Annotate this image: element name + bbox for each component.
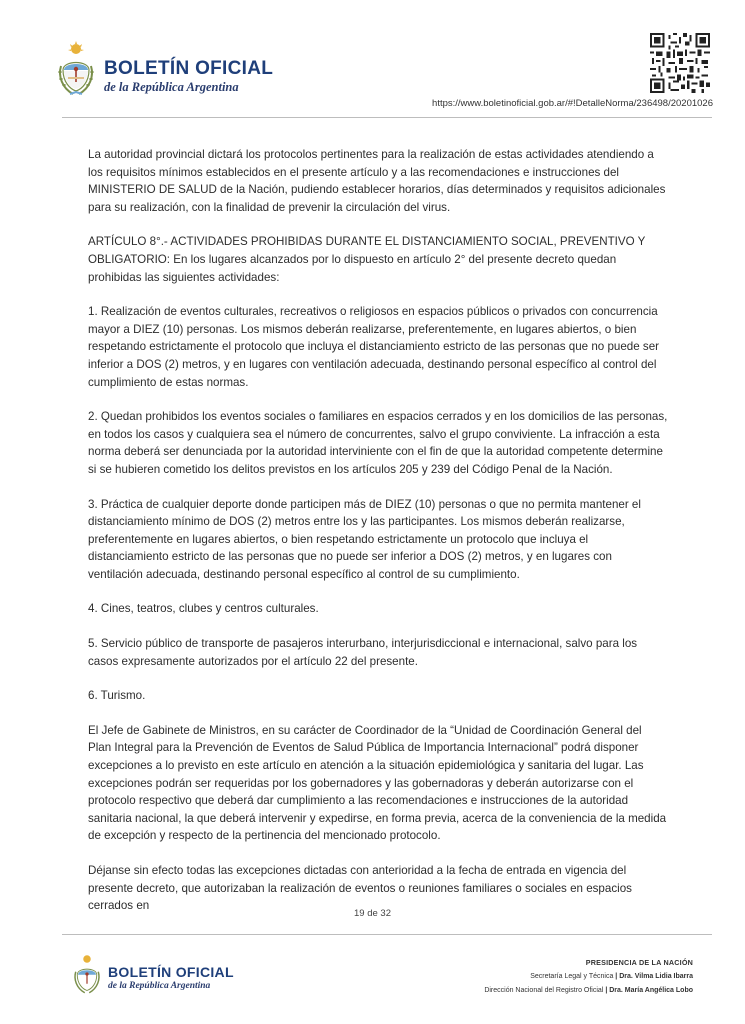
footer-divider (62, 934, 712, 935)
list-item: 5. Servicio público de transporte de pasajeros interurbano, interjurisdiccional e internacional, salvo para los casos expresamente autorizados por el artículo 22 del presente. (88, 637, 638, 668)
direccion-label: Dirección Nacional del Registro Oficial (484, 987, 604, 994)
article-heading-paragraph: ARTÍCULO 8°.- ACTIVIDADES PROHIBIDAS DURANTE EL DISTANCIAMIENTO SOCIAL, PREVENTIVO Y OBLIGATORIO: En los lugares alcanzados por lo dispuesto en artículo 2° del presente decreto quedan prohibidas las siguientes actividades: (88, 235, 646, 284)
list-item: 3. Práctica de cualquier deporte donde participen más de DIEZ (10) personas o que no permita mantener el distanciamiento mínimo de DOS (2) metros entre los y las participantes. Los mismos deberán realizarse, preferentemente en lugares abiertos, o bien respetando estrictamente un protocolo que incluya el distanciamiento estricto de las personas que no puede ser inferior a DOS (2) metros, y en lugares con ventilación adecuada, destinando personal específico al control de su cumplimiento. (88, 497, 641, 581)
argentina-coat-of-arms-icon (72, 951, 102, 997)
presidency-label: PRESIDENCIA DE LA NACIÓN (585, 958, 693, 967)
direccion-name: Dra. María Angélica Lobo (609, 987, 693, 994)
footer-credits (484, 956, 693, 998)
secretaria-line (484, 970, 693, 984)
list-item: 1. Realización de eventos culturales, recreativos o religiosos en espacios públicos o privados con concurrencia mayor a DIEZ (10) personas. Los mismos deberán realizarse, preferentemente, en lugares abiertos, o bien respetando estrictamente el protocolo que incluya el distanciamiento estricto de las personas que no puede ser inferior a DOS (2) metros, y en lugares con ventilación adecuada, destinando personal específico al control del cumplimiento de estas normas. (88, 305, 660, 389)
secretaria-label: Secretaría Legal y Técnica (530, 973, 614, 980)
argentina-coat-of-arms-icon (56, 40, 96, 98)
body-paragraph: Déjanse sin efecto todas las excepciones dictadas con anterioridad a la fecha de entrada en vigencia del presente decreto, que autorizaban la realización de eventos o reuniones familiares o sociales en espacios cerrados en (88, 864, 632, 913)
body-paragraph: La autoridad provincial dictará los protocolos pertinentes para la realización de estas actividades atendiendo a los requisitos mínimos establecidos en el presente artículo y a las recomendaciones e instrucciones del MINISTERIO DE SALUD de la Nación, pudiendo establecer horarios, días determinados y requisitos adicionales para su realización, con la finalidad de prevenir la circulación del virus. (88, 148, 666, 214)
footer-brand-subtitle: de la República Argentina (108, 981, 211, 991)
body-paragraph: El Jefe de Gabinete de Ministros, en su carácter de Coordinador de la “Unidad de Coordinación General del Plan Integral para la Prevención de Eventos de Salud Pública de Importancia Internacional” podrá disponer excepciones a lo previsto en este artículo en atención a la situación epidemiológica y sanitaria del lugar. Las excepciones podrán ser requeridas por los gobernadores y las gobernadoras y deberán autorizarse con el protocolo respectivo que deberá dar cumplimiento a las recomendaciones e instrucciones de la autoridad sanitaria nacional, la que deberá intervenir y expedirse, en forma previa, acerca de la conveniencia de la medida de excepción y respecto de la pertinencia del mencionado protocolo. (88, 723, 667, 843)
brand-title: BOLETÍN OFICIAL (104, 58, 274, 79)
document-body (88, 146, 668, 932)
separator: | (615, 973, 620, 980)
brand-subtitle: de la República Argentina (104, 80, 239, 94)
direccion-line (484, 984, 693, 998)
page-number: 19 de 32 (354, 908, 391, 919)
list-item: 2. Quedan prohibidos los eventos sociales o familiares en espacios cerrados y en los domicilios de las personas, en todos los casos y cualquiera sea el número de concurrentes, salvo el grupo conviviente. La infracción a esta norma deberá ser denunciada por la autoridad interviniente con el fin de que la autoridad competente determine si se hubieren cometido los delitos previstos en los artículos 205 y 239 del Código Penal de la Nación. (88, 410, 668, 476)
list-item: 4. Cines, teatros, clubes y centros culturales. (88, 602, 319, 616)
document-url[interactable]: https://www.boletinoficial.gob.ar/#!DetalleNorma/236498/20201026 (432, 98, 713, 109)
qr-code-icon[interactable] (650, 33, 710, 93)
list-item: 6. Turismo. (88, 689, 146, 703)
secretaria-name: Dra. Vilma Lidia Ibarra (619, 973, 693, 980)
footer-brand-title: BOLETÍN OFICIAL (108, 964, 234, 980)
separator: | (605, 987, 610, 994)
header-divider (62, 117, 712, 118)
